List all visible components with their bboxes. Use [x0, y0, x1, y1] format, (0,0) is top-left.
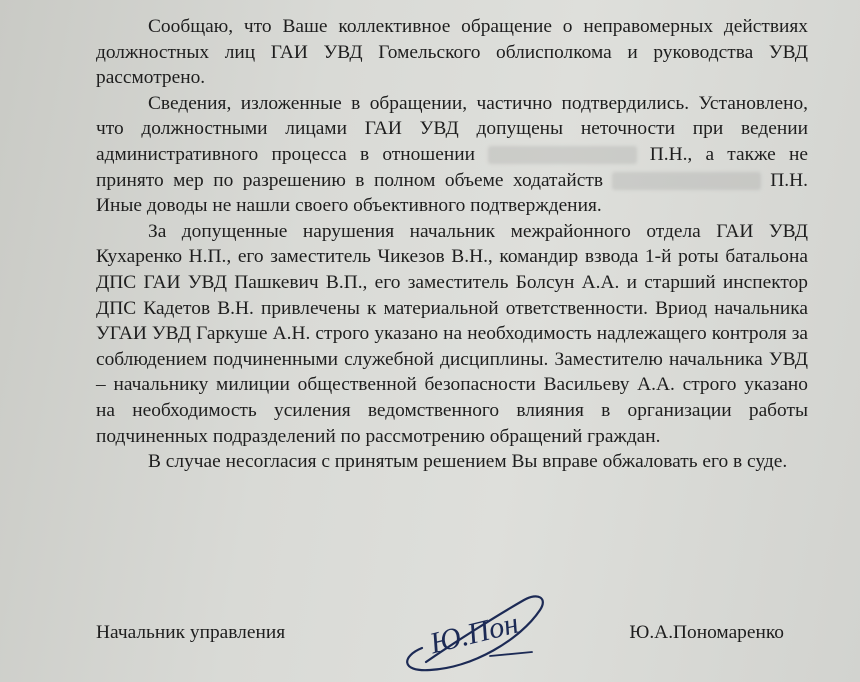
handwritten-signature-icon	[392, 588, 552, 676]
paragraph-3: За допущенные нарушения начальник межрайонного отдела ГАИ УВД Кухаренко Н.П., его заместитель Чикезов В.Н., командир взвода 1-й роты батальона ДПС ГАИ УВД Пашкевич В.П., его заместитель Болсун А.А. и старший инспектор ДПС Кадетов В.Н. привлечены к материальной ответственности. Вриод начальника УГАИ УВД Гаркуше А.Н. строго указано на необходимость надлежащего контроля за соблюдением подчиненными служебной дисциплины. Заместителю начальника УВД – начальнику милиции общественной безопасности Васильеву А.А. строго указано на необходимость усиления ведомственного влияния в организации работы подчиненных подразделений по рассмотрению обращений граждан.	[96, 220, 808, 447]
paragraph-2-part-a: Сведения, изложенные в обращении, частично подтвердились. Установлено, что должностными лицами ГАИ УВД допущены неточности при ведении административного процесса в отношении	[96, 92, 808, 165]
paragraph-4: В случае несогласия с принятым решением Вы вправе обжаловать его в суде.	[148, 451, 788, 473]
letter-body	[96, 14, 808, 475]
paragraph-2	[96, 91, 808, 219]
signer-name: Ю.А.Пономаренко	[629, 622, 784, 643]
paragraph-1: Сообщаю, что Ваше коллективное обращение о неправомерных действиях должностных лиц ГАИ УВД Гомельского облисполкома и руководства УВД рассмотрено.	[96, 16, 808, 89]
signature-block	[96, 586, 808, 676]
paragraph-2-part-c: П.Н. Иные доводы не нашли своего объективного подтверждения.	[96, 169, 808, 217]
redacted-name-1	[488, 146, 636, 164]
paragraph-2-part-b: П.Н., а также не принято мер по разрешению в полном объеме ходатайств	[96, 143, 808, 191]
position-title: Начальник управления	[96, 622, 286, 643]
signature-lettering: Ю.Пон	[426, 606, 522, 661]
redacted-name-2	[612, 172, 760, 190]
